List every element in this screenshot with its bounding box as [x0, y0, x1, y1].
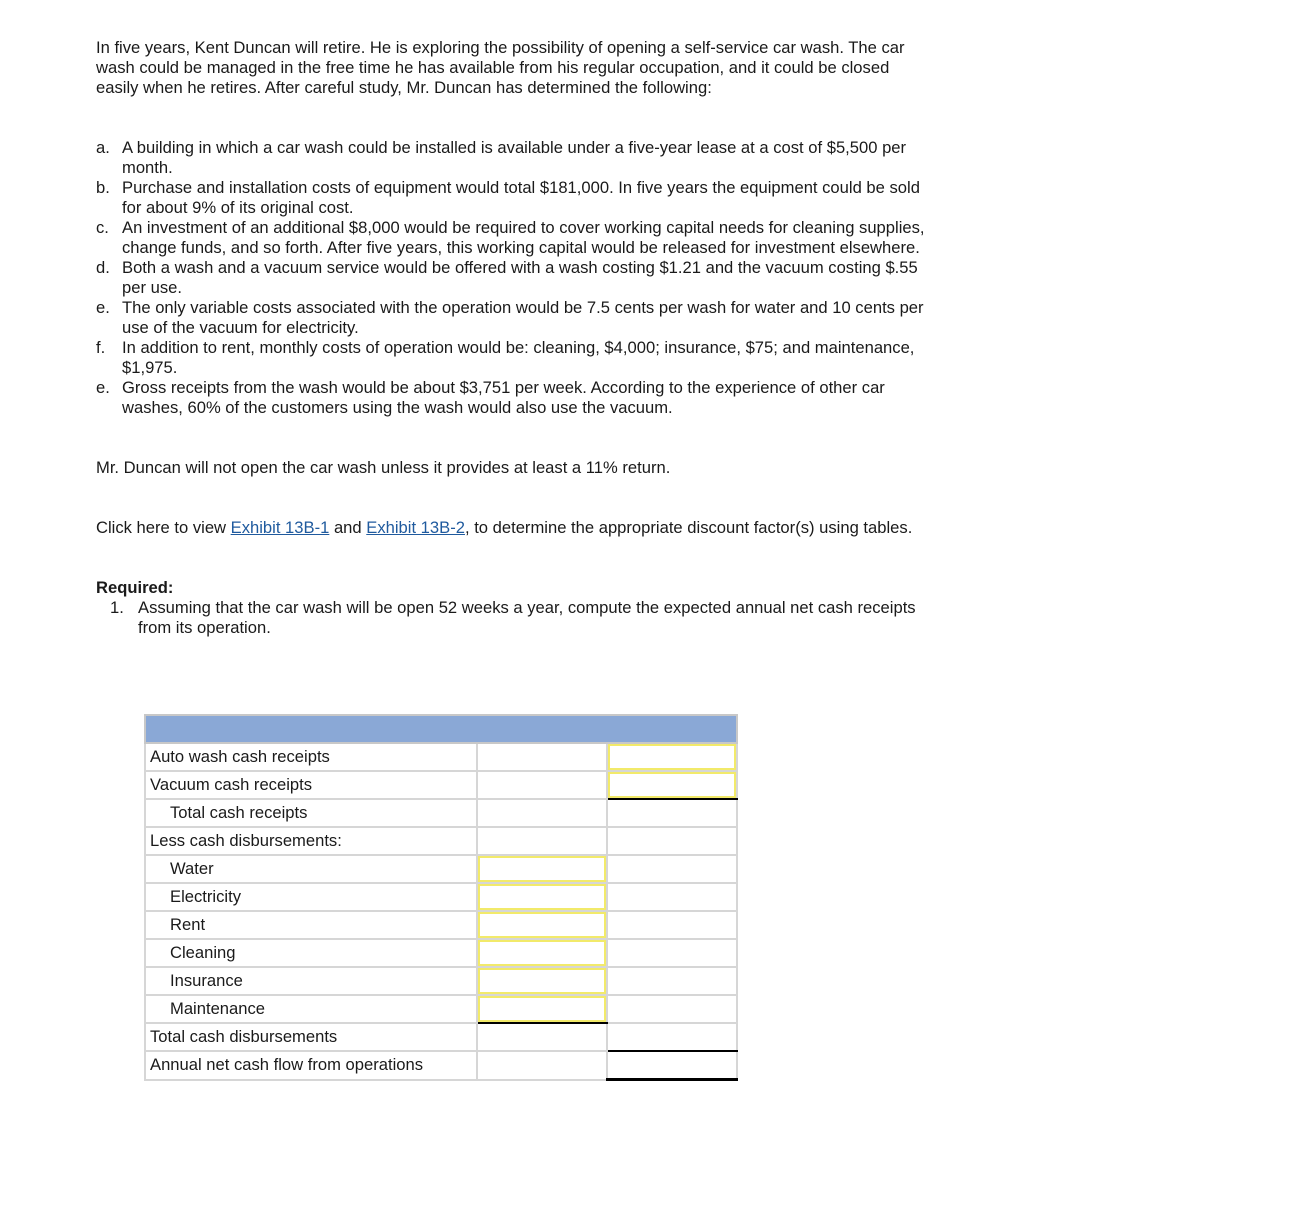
- table-header-row: [145, 715, 737, 743]
- table-row: [145, 1051, 737, 1080]
- cash-flow-table: [144, 714, 738, 1081]
- less-disbursements-label: Less cash disbursements:: [145, 827, 477, 855]
- exhibit-13b-1-link[interactable]: Exhibit 13B-1: [230, 518, 330, 537]
- table-row: [145, 939, 737, 967]
- vacuum-receipts-input[interactable]: [608, 772, 736, 798]
- net-cash-flow-label: Annual net cash flow from operations: [145, 1051, 477, 1080]
- cleaning-input[interactable]: [478, 940, 606, 966]
- vacuum-label: Vacuum cash receipts: [145, 771, 477, 799]
- facts-list: [96, 138, 926, 418]
- auto-wash-label: Auto wash cash receipts: [145, 743, 477, 771]
- auto-wash-receipts-input[interactable]: [608, 744, 736, 770]
- table-row: [145, 883, 737, 911]
- maintenance-label: Maintenance: [145, 995, 477, 1023]
- table-row: [145, 995, 737, 1023]
- maintenance-input[interactable]: [478, 996, 606, 1022]
- table-row: [145, 827, 737, 855]
- electricity-label: Electricity: [145, 883, 477, 911]
- table-row: [145, 967, 737, 995]
- exhibit-13b-2-link[interactable]: Exhibit 13B-2: [366, 518, 465, 537]
- list-item: e. The only variable costs associated with the operation would be 7.5 cents per wash for water and 10 cents per use of the vacuum for electricity.: [96, 298, 924, 337]
- list-item: f. In addition to rent, monthly costs of operation would be: cleaning, $4,000; insurance, $75; and maintenance, $1,975.: [96, 338, 915, 377]
- required-heading: Required:: [96, 578, 174, 597]
- table-row: [145, 771, 737, 799]
- rent-input[interactable]: [478, 912, 606, 938]
- table-row: [145, 855, 737, 883]
- rent-label: Rent: [145, 911, 477, 939]
- list-item: b. Purchase and installation costs of equipment would total $181,000. In five years the equipment could be sold for about 9% of its original cost.: [96, 178, 920, 217]
- water-input[interactable]: [478, 856, 606, 882]
- cleaning-label: Cleaning: [145, 939, 477, 967]
- water-label: Water: [145, 855, 477, 883]
- required-item: 1. Assuming that the car wash will be open 52 weeks a year, compute the expected annual net cash receipts from its operation.: [110, 598, 916, 637]
- total-receipts-label: Total cash receipts: [145, 799, 477, 827]
- list-item: d. Both a wash and a vacuum service would be offered with a wash costing $1.21 and the vacuum costing $.55 per use.: [96, 258, 918, 297]
- problem-content: [96, 38, 926, 638]
- exhibit-instructions: Click here to view Exhibit 13B-1 and Exhibit 13B-2, to determine the appropriate discount factor(s) using tables.: [96, 518, 913, 537]
- insurance-label: Insurance: [145, 967, 477, 995]
- table-row: [145, 799, 737, 827]
- table-row: [145, 743, 737, 771]
- intro-paragraph: In five years, Kent Duncan will retire. He is exploring the possibility of opening a self-service car wash. The car wash could be managed in the free time he has available from his regular occupation, and it could be closed easily when he retires. After careful study, Mr. Duncan has determined the following:: [96, 38, 905, 97]
- insurance-input[interactable]: [478, 968, 606, 994]
- list-item: a. A building in which a car wash could be installed is available under a five-year lease at a cost of $5,500 per month.: [96, 138, 907, 177]
- total-disbursements-label: Total cash disbursements: [145, 1023, 477, 1051]
- table-row: [145, 1023, 737, 1051]
- list-item: c. An investment of an additional $8,000 would be required to cover working capital needs for cleaning supplies, change funds, and so forth. After five years, this working capital would be released for investment elsewhere.: [96, 218, 925, 257]
- list-item: e. Gross receipts from the wash would be about $3,751 per week. According to the experience of other car washes, 60% of the customers using the wash would also use the vacuum.: [96, 378, 885, 417]
- table-row: [145, 911, 737, 939]
- return-requirement: Mr. Duncan will not open the car wash unless it provides at least a 11% return.: [96, 458, 671, 477]
- electricity-input[interactable]: [478, 884, 606, 910]
